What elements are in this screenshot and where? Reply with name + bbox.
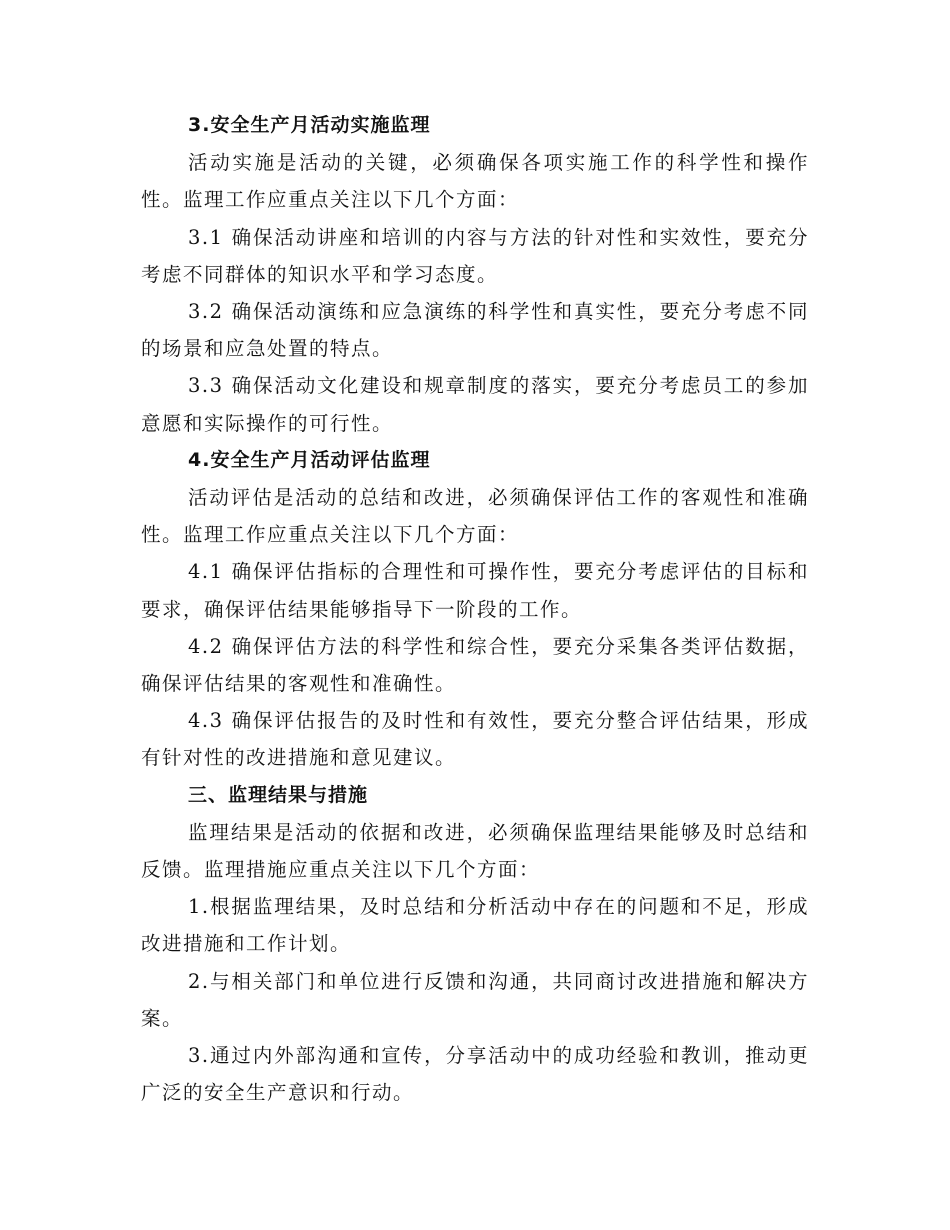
part-heading: 三、监理结果与措施 <box>188 783 369 806</box>
section-heading: 3.安全生产月活动实施监理 <box>188 114 431 136</box>
list-item: 3.通过内外部沟通和宣传，分享活动中的成功经验和教训，推动更广泛的安全生产意识和行动。 <box>141 1044 809 1105</box>
list-item: 4.2 确保评估方法的科学性和综合性，要充分采集各类评估数据，确保评估结果的客观性和准确性。 <box>141 634 809 696</box>
list-item: 4.1 确保评估指标的合理性和可操作性，要充分考虑评估的目标和要求，确保评估结果能够指导下一阶段的工作。 <box>141 560 809 621</box>
list-item: 1.根据监理结果，及时总结和分析活动中存在的问题和不足，形成改进措施和工作计划。 <box>141 895 809 956</box>
list-item: 3.3 确保活动文化建设和规章制度的落实，要充分考虑员工的参加意愿和实际操作的可行性。 <box>141 374 809 435</box>
document-body <box>141 107 809 1111</box>
list-item: 3.1 确保活动讲座和培训的内容与方法的针对性和实效性，要充分考虑不同群体的知识水平和学习态度。 <box>141 225 809 286</box>
list-item: 2.与相关部门和单位进行反馈和沟通，共同商讨改进措施和解决方案。 <box>141 969 809 1030</box>
list-item: 3.2 确保活动演练和应急演练的科学性和真实性，要充分考虑不同的场景和应急处置的特点。 <box>141 300 809 361</box>
section-intro: 监理结果是活动的依据和改进，必须确保监理结果能够及时总结和反馈。监理措施应重点关注以下几个方面： <box>141 820 809 882</box>
section-intro: 活动评估是活动的总结和改进，必须确保评估工作的客观性和准确性。监理工作应重点关注以下几个方面： <box>141 486 809 547</box>
section-intro: 活动实施是活动的关键，必须确保各项实施工作的科学性和操作性。监理工作应重点关注以下几个方面： <box>141 151 809 212</box>
list-item: 4.3 确保评估报告的及时性和有效性，要充分整合评估结果，形成有针对性的改进措施和意见建议。 <box>141 709 809 770</box>
section-heading: 4.安全生产月活动评估监理 <box>188 448 431 471</box>
